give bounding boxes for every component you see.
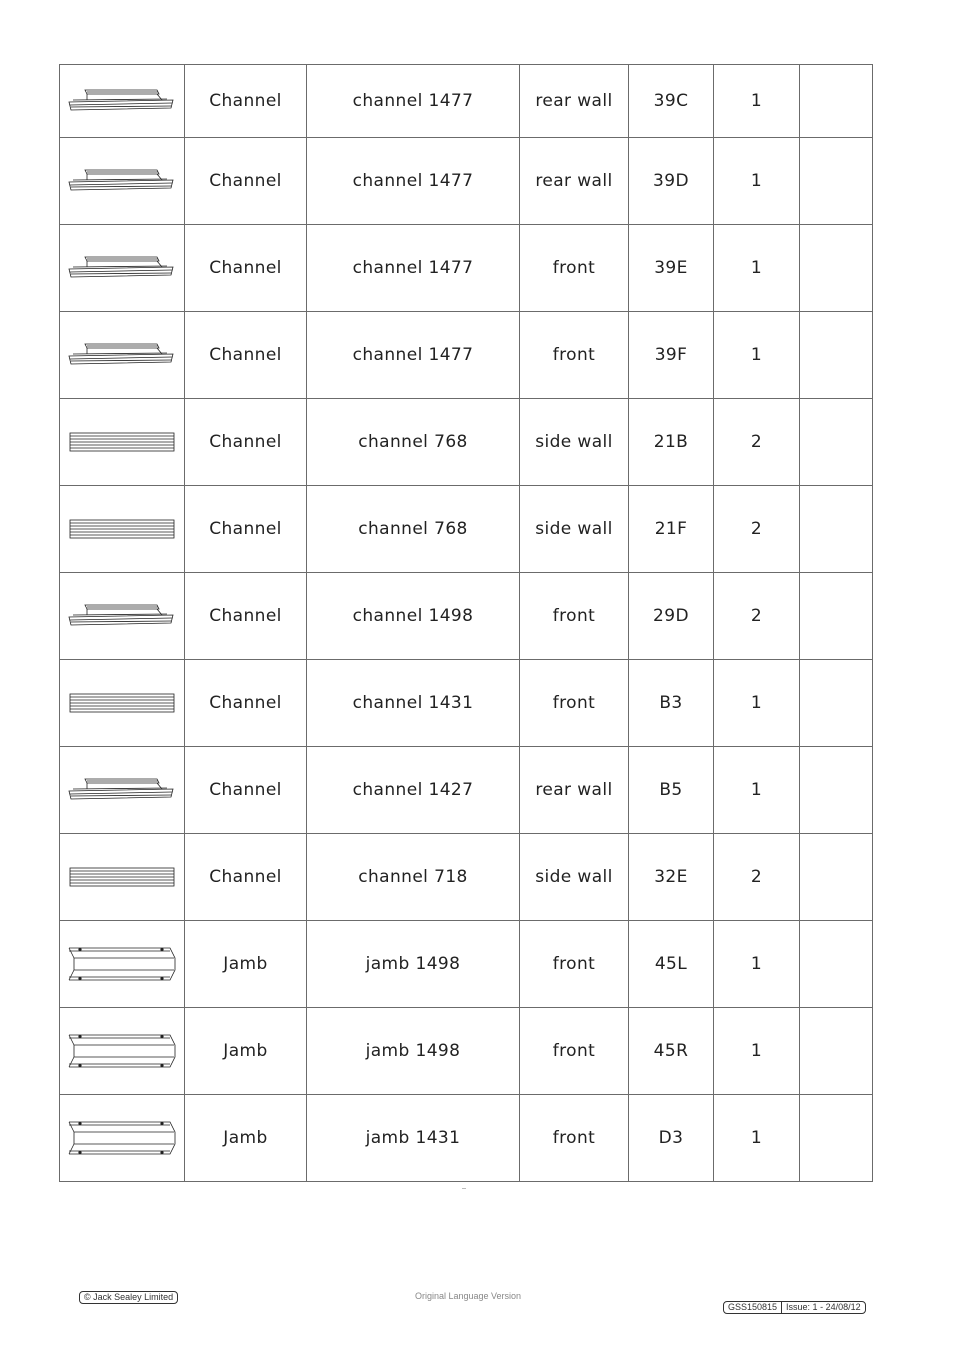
- check-cell: [800, 486, 873, 573]
- part-name: Channel: [185, 65, 307, 138]
- part-code: 29D: [629, 573, 714, 660]
- part-name: Channel: [185, 399, 307, 486]
- channel-lip-icon: [60, 601, 184, 631]
- check-cell: [800, 921, 873, 1008]
- language-version-label: Original Language Version: [414, 1291, 522, 1301]
- table-row: [60, 138, 873, 225]
- copyright-label: © Jack Sealey Limited: [79, 1291, 178, 1304]
- issue-label: Issue: 1 - 24/08/12: [781, 1302, 865, 1313]
- channel-flat-icon: [60, 514, 184, 544]
- part-location: side wall: [520, 834, 629, 921]
- part-name: Channel: [185, 225, 307, 312]
- table-row: [60, 65, 873, 138]
- check-cell: [800, 225, 873, 312]
- part-location: front: [520, 1008, 629, 1095]
- part-description: channel 718: [307, 834, 520, 921]
- part-description: channel 1431: [307, 660, 520, 747]
- part-image-cell: [60, 747, 185, 834]
- part-image-cell: [60, 486, 185, 573]
- part-code: 39D: [629, 138, 714, 225]
- part-image-cell: [60, 573, 185, 660]
- channel-lip-icon: [60, 166, 184, 196]
- part-description: channel 1477: [307, 65, 520, 138]
- table-row: [60, 312, 873, 399]
- part-name: Jamb: [185, 1095, 307, 1182]
- check-cell: [800, 573, 873, 660]
- part-quantity: 1: [714, 921, 800, 1008]
- channel-flat-icon: [60, 427, 184, 457]
- part-location: front: [520, 921, 629, 1008]
- part-quantity: 1: [714, 65, 800, 138]
- check-cell: [800, 399, 873, 486]
- part-quantity: 1: [714, 747, 800, 834]
- part-image-cell: [60, 660, 185, 747]
- part-image-cell: [60, 312, 185, 399]
- part-location: side wall: [520, 399, 629, 486]
- part-code: 21F: [629, 486, 714, 573]
- table-row: [60, 573, 873, 660]
- part-description: channel 1427: [307, 747, 520, 834]
- channel-flat-icon: [60, 688, 184, 718]
- check-cell: [800, 747, 873, 834]
- check-cell: [800, 65, 873, 138]
- part-description: channel 768: [307, 486, 520, 573]
- part-code: 39E: [629, 225, 714, 312]
- part-code: 39C: [629, 65, 714, 138]
- table-row: [60, 747, 873, 834]
- part-quantity: 2: [714, 486, 800, 573]
- part-image-cell: [60, 1095, 185, 1182]
- check-cell: [800, 660, 873, 747]
- table-row: [60, 834, 873, 921]
- jamb-icon: [60, 1031, 184, 1071]
- channel-lip-icon: [60, 340, 184, 370]
- part-code: 39F: [629, 312, 714, 399]
- part-image-cell: [60, 834, 185, 921]
- part-code: 32E: [629, 834, 714, 921]
- part-location: front: [520, 312, 629, 399]
- part-image-cell: [60, 65, 185, 138]
- part-name: Channel: [185, 747, 307, 834]
- part-name: Channel: [185, 138, 307, 225]
- doc-ref-number: GSS150815: [728, 1302, 778, 1312]
- part-description: jamb 1498: [307, 1008, 520, 1095]
- part-code: B5: [629, 747, 714, 834]
- part-description: channel 768: [307, 399, 520, 486]
- part-name: Channel: [185, 312, 307, 399]
- part-name: Jamb: [185, 1008, 307, 1095]
- part-location: front: [520, 225, 629, 312]
- channel-lip-icon: [60, 86, 184, 116]
- part-quantity: 1: [714, 138, 800, 225]
- part-quantity: 2: [714, 834, 800, 921]
- table-row: [60, 1008, 873, 1095]
- jamb-icon: [60, 944, 184, 984]
- part-quantity: 1: [714, 1095, 800, 1182]
- part-quantity: 2: [714, 399, 800, 486]
- part-image-cell: [60, 921, 185, 1008]
- check-cell: [800, 138, 873, 225]
- part-quantity: 1: [714, 312, 800, 399]
- channel-lip-icon: [60, 775, 184, 805]
- part-description: channel 1477: [307, 312, 520, 399]
- part-quantity: 1: [714, 660, 800, 747]
- part-quantity: 1: [714, 1008, 800, 1095]
- part-location: rear wall: [520, 65, 629, 138]
- part-code: 45L: [629, 921, 714, 1008]
- part-code: B3: [629, 660, 714, 747]
- part-image-cell: [60, 399, 185, 486]
- part-location: front: [520, 573, 629, 660]
- table-row: [60, 399, 873, 486]
- jamb-icon: [60, 1118, 184, 1158]
- part-location: rear wall: [520, 747, 629, 834]
- part-description: jamb 1498: [307, 921, 520, 1008]
- part-name: Channel: [185, 573, 307, 660]
- part-location: rear wall: [520, 138, 629, 225]
- check-cell: [800, 834, 873, 921]
- part-code: D3: [629, 1095, 714, 1182]
- part-location: front: [520, 1095, 629, 1182]
- part-quantity: 1: [714, 225, 800, 312]
- part-code: 45R: [629, 1008, 714, 1095]
- table-row: [60, 486, 873, 573]
- part-name: Jamb: [185, 921, 307, 1008]
- table-row: [60, 660, 873, 747]
- part-description: channel 1477: [307, 138, 520, 225]
- table-row: [60, 1095, 873, 1182]
- channel-flat-icon: [60, 862, 184, 892]
- parts-table: [59, 64, 873, 1182]
- check-cell: [800, 1095, 873, 1182]
- part-image-cell: [60, 1008, 185, 1095]
- part-description: channel 1498: [307, 573, 520, 660]
- channel-lip-icon: [60, 253, 184, 283]
- document-reference: [723, 1301, 866, 1314]
- check-cell: [800, 312, 873, 399]
- part-location: front: [520, 660, 629, 747]
- part-image-cell: [60, 138, 185, 225]
- part-name: Channel: [185, 660, 307, 747]
- divider-mark: [462, 1188, 466, 1189]
- table-row: [60, 921, 873, 1008]
- part-description: channel 1477: [307, 225, 520, 312]
- part-location: side wall: [520, 486, 629, 573]
- part-description: jamb 1431: [307, 1095, 520, 1182]
- part-name: Channel: [185, 486, 307, 573]
- part-name: Channel: [185, 834, 307, 921]
- table-row: [60, 225, 873, 312]
- part-quantity: 2: [714, 573, 800, 660]
- part-image-cell: [60, 225, 185, 312]
- part-code: 21B: [629, 399, 714, 486]
- check-cell: [800, 1008, 873, 1095]
